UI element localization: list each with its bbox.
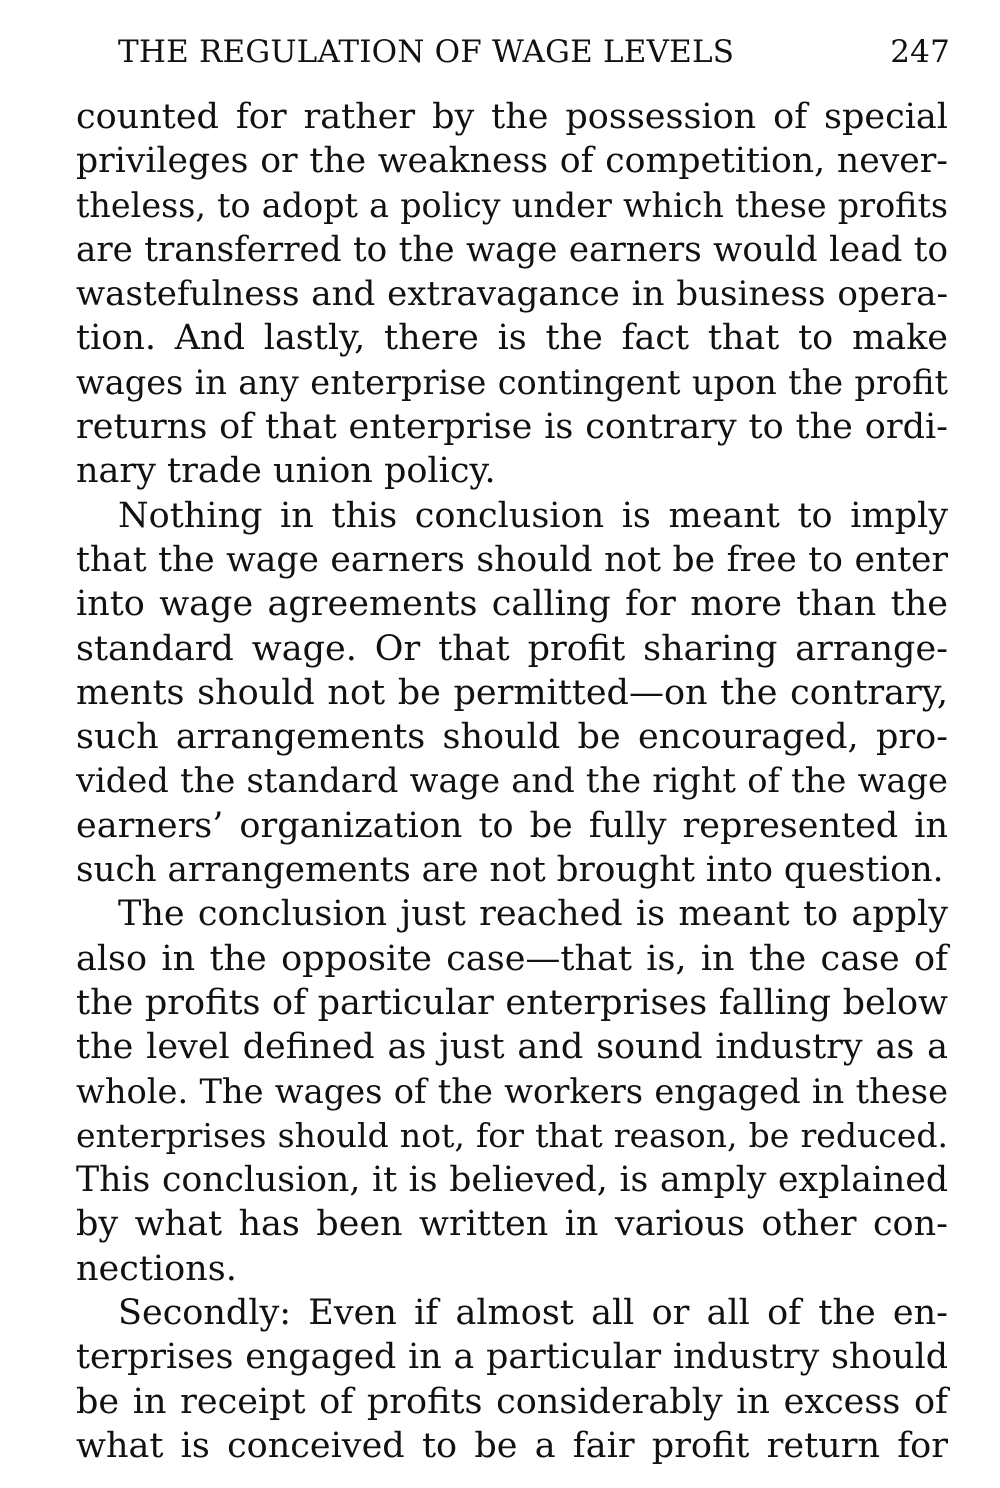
text-line: ments should not be permitted—on the contrary,	[76, 672, 948, 713]
text-line: the profits of particular enterprises falling below	[76, 982, 948, 1023]
text-line: vided the standard wage and the right of the wage	[76, 761, 948, 801]
paragraph-2	[76, 494, 948, 893]
text-line: that the wage earners should not be free to enter	[76, 539, 948, 580]
text-line: counted for rather by the possession of special	[76, 97, 948, 137]
text-line: the level defined as just and sound industry as a	[76, 1027, 948, 1068]
text-line: theless, to adopt a policy under which these profits	[76, 185, 948, 225]
text-line: nary trade union policy.	[76, 451, 496, 492]
text-line: tion. And lastly, there is the fact that to make	[76, 318, 948, 359]
text-line: whole. The wages of the workers engaged in these	[76, 1071, 948, 1111]
text-line: by what has been written in various other con-	[76, 1204, 948, 1245]
text-line: Secondly: Even if almost all or all of the en-	[118, 1293, 948, 1334]
text-line: also in the opposite case—that is, in the case of	[76, 938, 948, 979]
paragraph-4	[76, 1291, 948, 1468]
text-line: such arrangements are not brought into question.	[76, 850, 944, 891]
body-text	[76, 95, 948, 1468]
text-line: wastefulness and extravagance in business opera-	[76, 274, 948, 315]
text-line: Nothing in this conclusion is meant to imply	[118, 495, 948, 536]
text-line: This conclusion, it is believed, is amply explained	[76, 1160, 948, 1201]
text-line: into wage agreements calling for more than the	[76, 584, 948, 625]
text-line: returns of that enterprise is contrary to the ordi-	[76, 407, 948, 448]
text-line: standard wage. Or that profit sharing arrange-	[76, 628, 948, 669]
running-head-title: THE REGULATION OF WAGE LEVELS	[118, 34, 735, 70]
text-line: The conclusion just reached is meant to apply	[118, 894, 948, 935]
text-line: what is conceived to be a fair profit return for	[76, 1425, 948, 1466]
paragraph-3	[76, 892, 948, 1291]
page-number: 247	[890, 34, 950, 70]
running-head	[118, 30, 950, 74]
text-line: terprises engaged in a particular industry should	[76, 1337, 948, 1378]
text-line: be in receipt of profits considerably in excess of	[76, 1381, 948, 1422]
text-line: earners’ organization to be fully represented in	[76, 805, 948, 846]
text-line: such arrangements should be encouraged, pro-	[76, 717, 948, 758]
text-line: are transferred to the wage earners would lead to	[76, 229, 948, 270]
text-line: wages in any enterprise contingent upon the profit	[76, 362, 948, 402]
paragraph-1	[76, 95, 948, 494]
text-line: privileges or the weakness of competition, never-	[76, 141, 948, 182]
text-line: enterprises should not, for that reason, be reduced.	[76, 1115, 948, 1155]
text-line: nections.	[76, 1248, 237, 1289]
